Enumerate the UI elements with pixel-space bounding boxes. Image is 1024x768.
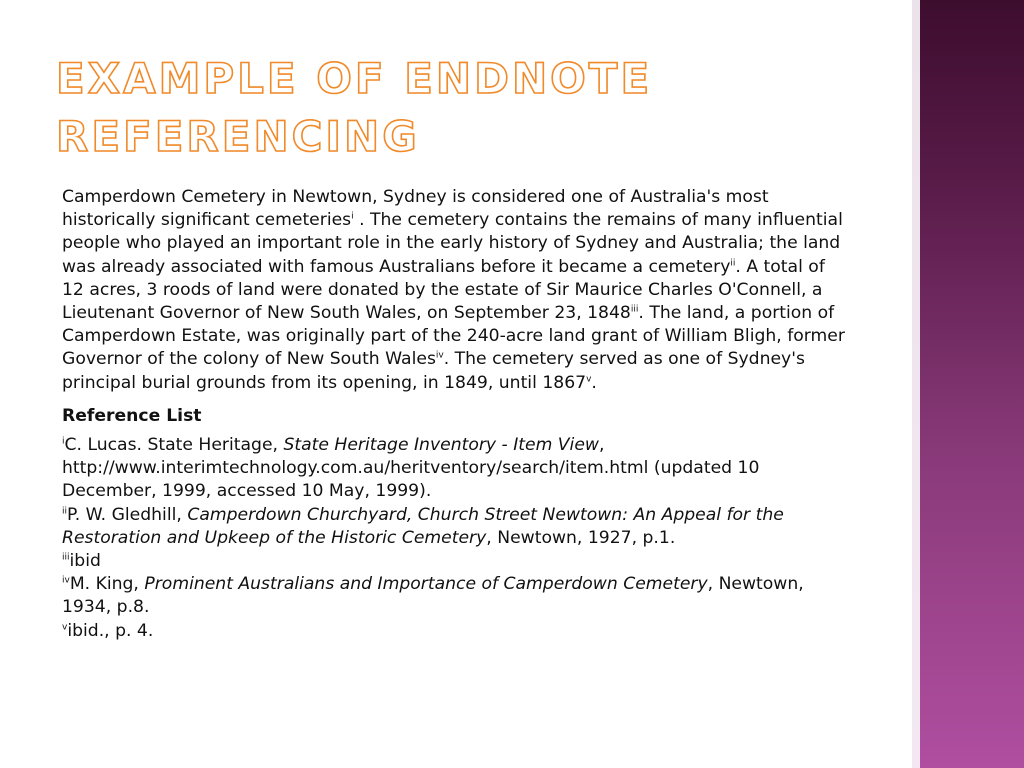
reference-list	[62, 434, 852, 643]
reference-marker: iii	[62, 552, 70, 563]
reference-entry	[62, 550, 852, 573]
reference-text: ibid., p. 4.	[67, 620, 154, 641]
reference-marker: iv	[62, 575, 70, 586]
reference-entry	[62, 620, 852, 643]
reference-title: State Heritage Inventory - Item View	[283, 435, 599, 456]
paragraph-sentence-6: .	[591, 372, 597, 393]
slide-body	[62, 186, 852, 643]
endnote-marker-1: i	[351, 211, 354, 222]
endnote-marker-3: iii	[630, 304, 639, 315]
reference-details: , http://www.interimtechnology.com.au/heritventory/search/item.html (updated 10 December, 1999, accessed 10 May, 1999).	[62, 435, 760, 502]
paragraph-sentence-1: Camperdown Cemetery in Newtown, Sydney is considered one of Australia's most historically significant cemeteries	[62, 187, 769, 231]
reference-text: C. Lucas. State Heritage,	[64, 435, 284, 456]
reference-list-heading: Reference List	[62, 405, 202, 426]
reference-entry	[62, 573, 852, 619]
endnote-marker-5: v	[586, 373, 592, 384]
reference-text: P. W. Gledhill,	[67, 504, 188, 525]
reference-marker: ii	[62, 505, 68, 516]
reference-marker: v	[62, 621, 68, 632]
body-paragraph	[62, 186, 852, 395]
decorative-side-band	[912, 0, 1024, 768]
reference-text: M. King,	[69, 574, 145, 595]
reference-text: ibid	[69, 551, 101, 572]
reference-entry	[62, 434, 852, 504]
paragraph-sentence-5: . The cemetery served as one of Sydney's principal burial grounds from its opening, in 1849, until 1867	[62, 349, 805, 393]
reference-title: Prominent Australians and Importance of Camperdown Cemetery	[144, 574, 708, 595]
endnote-marker-4: iv	[435, 350, 444, 361]
paragraph-sentence-3: . A total of 12 acres, 3 roods of land were donated by the estate of Sir Maurice Charles O'Connell, a Lieutenant Governor of New South Wales, on September 23, 1848	[62, 256, 825, 324]
reference-details: , Newtown, 1927, p.1.	[486, 527, 676, 548]
reference-details: , Newtown, 1934, p.8.	[62, 574, 804, 618]
reference-title: Camperdown Churchyard, Church Street Newtown: An Appeal for the Restoration and Upkeep of the Historic Cemetery	[62, 504, 784, 548]
endnote-marker-2: ii	[730, 257, 736, 268]
paragraph-sentence-2: . The cemetery contains the remains of many influential people who played an important role in the early history of Sydney and Australia; the land was already associated with famous Australians before it became a cemetery	[62, 210, 843, 277]
reference-marker: i	[62, 436, 65, 447]
paragraph-sentence-4: . The land, a portion of Camperdown Estate, was originally part of the 240-acre land grant of William Bligh, former Governor of the colony of New South Wales	[62, 303, 845, 370]
slide-title: EXAMPLE OF ENDNOTE REFERENCING	[56, 54, 653, 161]
reference-entry	[62, 504, 852, 550]
